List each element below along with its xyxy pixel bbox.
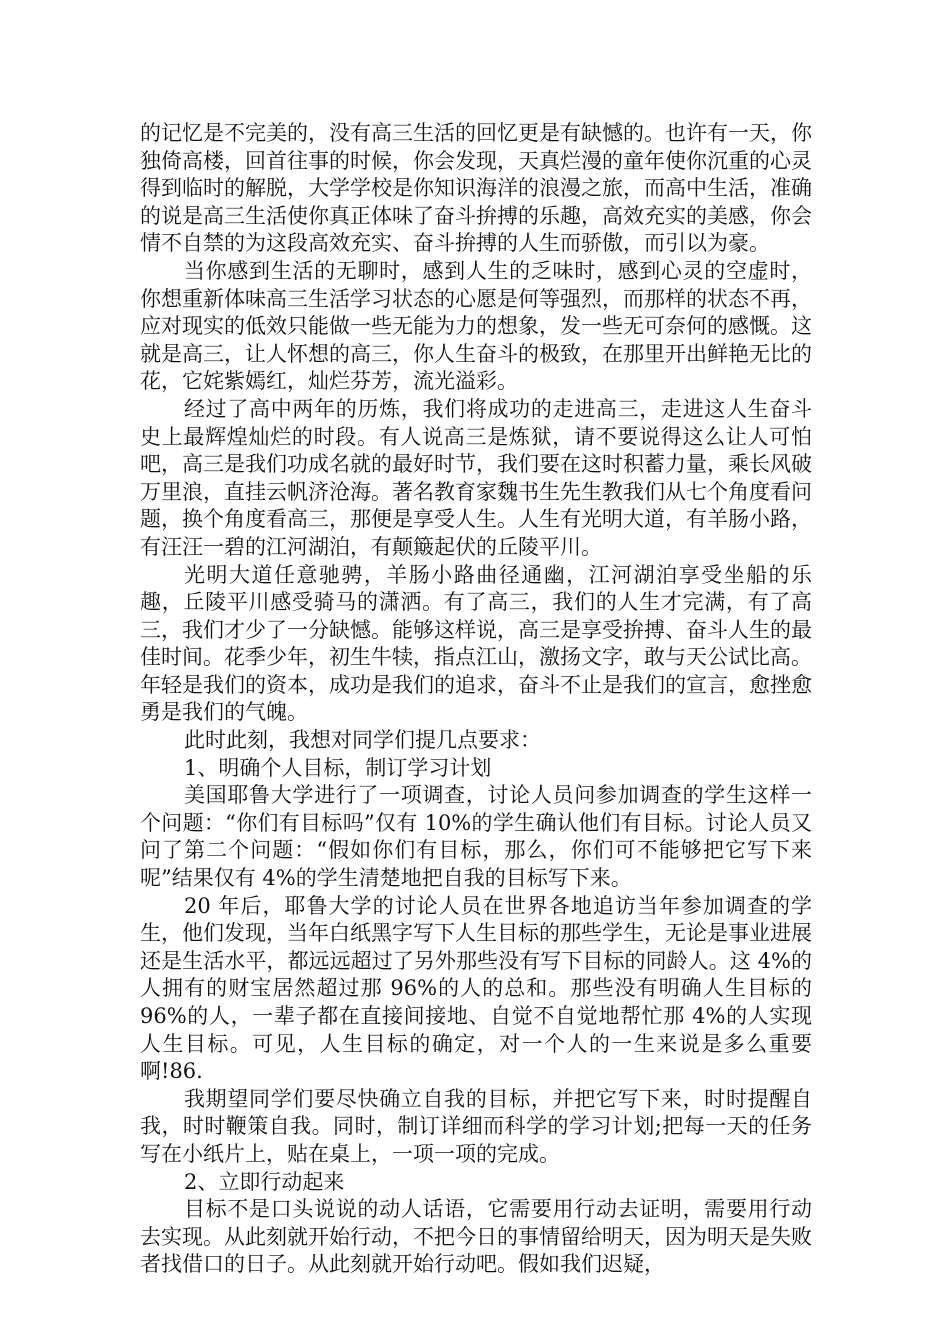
section-heading-1: 1、明确个人目标，制订学习计划 <box>184 755 492 780</box>
paragraph-9: 我期望同学们要尽快确立自我的目标，并把它写下来，时时提醒自我，时时鞭策自我。同时，制订详细而科学的学习计划;把每一天的任务写在小纸片上，贴在桌上，一项一项的完成。 <box>140 1086 812 1166</box>
document-body <box>140 120 812 1279</box>
paragraph-7: 美国耶鲁大学进行了一项调查，讨论人员问参加调查的学生这样一个问题：“你们有目标吗”仅有 10%的学生确认他们有目标。讨论人员又问了第二个问题：“假如你们有目标，那么，你们可不能够把它写下来呢”结果仅有 4%的学生清楚地把自我的目标写下来。 <box>140 783 812 891</box>
paragraph-4: 光明大道任意驰骋，羊肠小路曲径通幽，江河湖泊享受坐船的乐趣，丘陵平川感受骑马的潇洒。有了高三，我们的人生才完满，有了高三，我们才少了一分缺憾。能够这样说，高三是享受拚搏、奋斗人生的最佳时间。花季少年，初生牛犊，指点江山，激扬文字，敢与天公试比高。年轻是我们的资本，成功是我们的追求，奋斗不止是我们的宣言，愈挫愈勇是我们的气魄。 <box>140 562 812 725</box>
paragraph-11: 目标不是口头说说的动人话语，它需要用行动去证明，需要用行动去实现。从此刻就开始行动，不把今日的事情留给明天，因为明天是失败者找借口的日子。从此刻就开始行动吧。假如我们迟疑， <box>140 1197 812 1277</box>
paragraph-8: 20 年后，耶鲁大学的讨论人员在世界各地追访当年参加调查的学生，他们发现，当年白纸黑字写下人生目标的那些学生，无论是事业进展还是生活水平，都远远超过了另外那些没有写下目标的同龄人。这 4%的人拥有的财宝居然超过那 96%的人的总和。那些没有明确人生目标的 96%的人，一辈子都在直接间接地、自觉不自觉地帮忙那 4%的人实现人生目标。可见，人生目标的确定，对一个人的一生来说是多么重要啊!86. <box>140 893 812 1084</box>
paragraph-1: 的记忆是不完美的，没有高三生活的回忆更是有缺憾的。也许有一天，你独倚高楼，回首往事的时候，你会发现，天真烂漫的童年使你沉重的心灵得到临时的解脱，大学学校是你知识海洋的浪漫之旅，而高中生活，准确的说是高三生活使你真正体味了奋斗拚搏的乐趣，高效充实的美感，你会情不自禁的为这段高效充实、奋斗拚搏的人生而骄傲，而引以为豪。 <box>140 121 812 256</box>
paragraph-3: 经过了高中两年的历炼，我们将成功的走进高三，走进这人生奋斗史上最辉煌灿烂的时段。有人说高三是炼狱，请不要说得这么让人可怕吧，高三是我们功成名就的最好时节，我们要在这时积蓄力量，乘长风破万里浪，直挂云帆济沧海。著名教育家魏书生先生教我们从七个角度看问题，换个角度看高三，那便是享受人生。人生有光明大道，有羊肠小路，有汪汪一碧的江河湖泊，有颠簸起伏的丘陵平川。 <box>140 396 812 559</box>
section-heading-2: 2、立即行动起来 <box>184 1169 345 1194</box>
paragraph-2: 当你感到生活的无聊时，感到人生的乏味时，感到心灵的空虚时，你想重新体味高三生活学习状态的心愿是何等强烈，而那样的状态不再，应对现实的低效只能做一些无能为力的想象，发一些无可奈何的感慨。这就是高三，让人怀想的高三，你人生奋斗的极致，在那里开出鲜艳无比的花，它姹紫嫣红，灿烂芬芳，流光溢彩。 <box>140 258 812 394</box>
paragraph-5: 此时此刻，我想对同学们提几点要求： <box>184 728 541 753</box>
